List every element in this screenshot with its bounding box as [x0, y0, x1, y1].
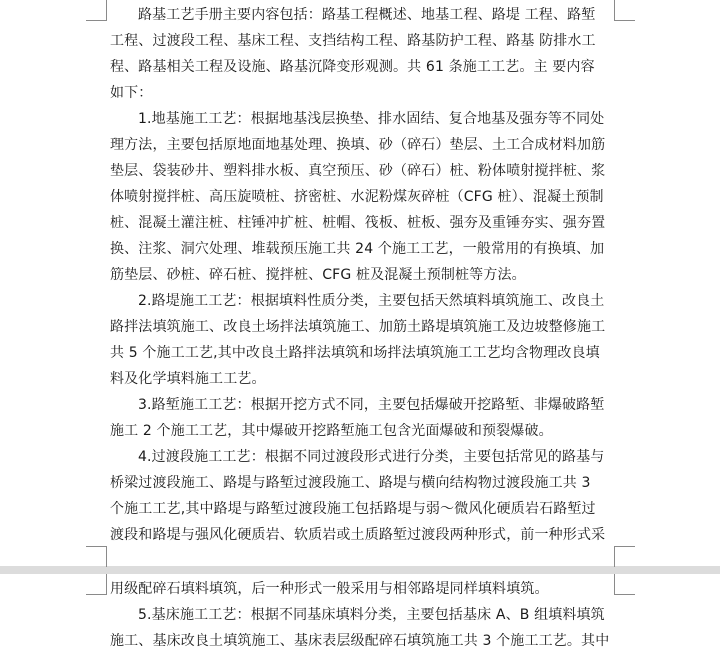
text-line: 5.基床施工工艺：根据不同基床填料分类，主要包括基床 A、B 组填料填筑 — [138, 607, 605, 623]
margin-corner-mark — [614, 574, 635, 595]
text-line: 1.地基施工工艺：根据地基浅层换垫、排水固结、复合地基及强夯等不同处 — [138, 111, 605, 127]
text-line: 理方法，主要包括原地面地基处理、换填、砂（碎石）垫层、土工合成材料加筋 — [110, 137, 606, 153]
text-line: 体喷射搅拌桩、高压旋喷桩、挤密桩、水泥粉煤灰碎桩（CFG 桩）、混凝土预制 — [110, 189, 604, 205]
margin-corner-mark — [86, 0, 107, 21]
text-line: 4.过渡段施工工艺：根据不同过渡段形式进行分类，主要包括常见的路基与 — [138, 449, 605, 465]
text-line: 2.路堤施工工艺：根据填料性质分类，主要包括天然填料填筑施工、改良土 — [138, 293, 605, 309]
text-line: 渡段和路堤与强风化硬质岩、软质岩或土质路堑过渡段两种形式，前一种形式采 — [110, 527, 606, 543]
text-line: 路拌法填筑施工、改良土场拌法填筑施工、加筋土路堤填筑施工及边坡整修施工 — [110, 319, 606, 335]
text-line: 施工 2 个施工工艺，其中爆破开挖路堑施工包含光面爆破和预裂爆破。 — [110, 423, 553, 439]
text-line: 施工、基床改良土填筑施工、基床表层级配碎石填筑施工共 3 个施工工艺。其中 — [110, 633, 610, 649]
text-line: 程、路基相关工程及设施、路基沉降变形观测。共 61 条施工工艺。主 要内容 — [110, 59, 595, 75]
text-line: 桩、混凝土灌注桩、柱锤冲扩桩、桩帽、筏板、桩板、强夯及重锤夯实、强夯置 — [110, 215, 606, 231]
text-line: 垫层、袋装砂井、塑料排水板、真空预压、砂（碎石）桩、粉体喷射搅拌桩、浆 — [110, 163, 606, 179]
margin-corner-mark — [614, 0, 635, 21]
text-line: 个施工工艺,其中路堤与路堑过渡段施工包括路堤与弱～微风化硬质岩石路堑过 — [110, 501, 596, 517]
text-line: 路基工艺手册主要内容包括：路基工程概述、地基工程、路堤 工程、路堑 — [138, 7, 596, 23]
text-line: 3.路堑施工工艺：根据开挖方式不同，主要包括爆破开挖路堑、非爆破路堑 — [138, 397, 605, 413]
margin-corner-mark — [86, 574, 107, 595]
page-break-divider — [0, 566, 720, 574]
text-line: 共 5 个施工工艺,其中改良土路拌法填筑和场拌法填筑施工工艺均含物理改良填 — [110, 345, 600, 361]
text-line: 工程、过渡段工程、基床工程、支挡结构工程、路基防护工程、路基 防排水工 — [110, 33, 596, 49]
text-line: 筋垫层、砂桩、碎石桩、搅拌桩、CFG 桩及混凝土预制桩等方法。 — [110, 267, 526, 283]
margin-corner-mark — [86, 546, 107, 567]
text-line: 换、注浆、洞穴处理、堆载预压施工共 24 个施工工艺，一般常用的有换填、加 — [110, 241, 605, 257]
text-line: 料及化学填料施工工艺。 — [110, 371, 266, 387]
text-line: 桥梁过渡段施工、路堤与路堑过渡段施工、路堤与横向结构物过渡段施工共 3 — [110, 475, 591, 491]
margin-corner-mark — [614, 546, 635, 567]
text-line: 用级配碎石填料填筑，后一种形式一般采用与相邻路堤同样填料填筑。 — [110, 581, 549, 597]
text-line: 如下： — [110, 85, 153, 101]
